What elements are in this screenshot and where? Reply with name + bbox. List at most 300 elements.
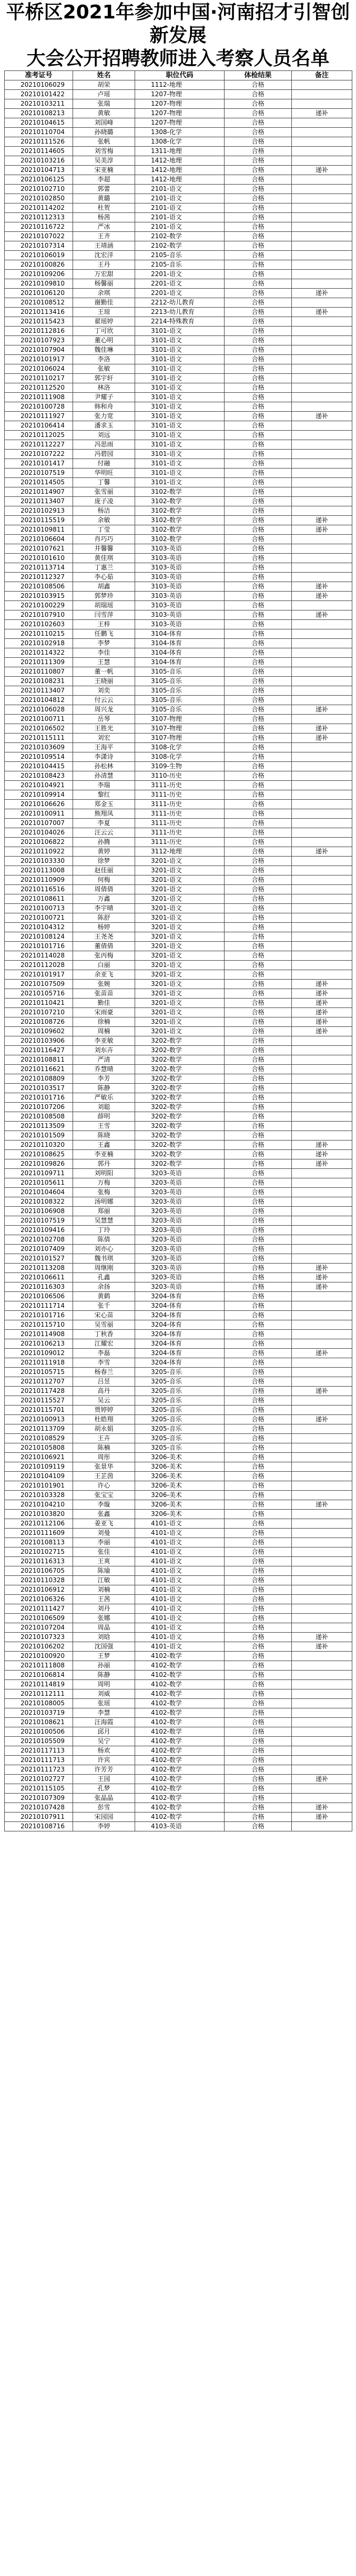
exam-result-cell: 合格 <box>225 989 292 999</box>
name-cell: 黎红 <box>73 790 135 800</box>
position-code-cell: 3202-数学 <box>135 1122 225 1131</box>
exam-number-cell: 20210101716 <box>5 1093 73 1103</box>
position-code-cell: 3101-语文 <box>135 421 225 431</box>
exam-result-cell: 合格 <box>225 1595 292 1604</box>
exam-number-cell: 20210108611 <box>5 894 73 904</box>
remarks-cell <box>292 715 352 724</box>
name-cell: 吕昱 <box>73 1377 135 1387</box>
table-row <box>5 724 352 734</box>
remarks-cell <box>292 1661 352 1671</box>
table-row <box>5 942 352 951</box>
position-code-cell: 3205-音乐 <box>135 1443 225 1453</box>
position-code-cell: 4102-数学 <box>135 1671 225 1680</box>
name-cell: 吴云 <box>73 1396 135 1406</box>
remarks-cell <box>292 1424 352 1434</box>
table-row <box>5 279 352 289</box>
name-cell: 刘宏 <box>73 734 135 743</box>
exam-number-cell: 20210106125 <box>5 175 73 185</box>
name-cell: 董一帆 <box>73 667 135 677</box>
exam-number-cell: 20210116313 <box>5 1557 73 1566</box>
exam-result-cell: 合格 <box>225 1396 292 1406</box>
position-code-cell: 3101-语文 <box>135 469 225 478</box>
exam-result-cell: 合格 <box>225 1746 292 1756</box>
remarks-cell <box>292 932 352 942</box>
table-row <box>5 1756 352 1765</box>
table-row <box>5 412 352 421</box>
remarks-cell <box>292 232 352 241</box>
exam-result-cell: 合格 <box>225 232 292 241</box>
position-code-cell: 3101-语文 <box>135 327 225 336</box>
exam-result-cell: 合格 <box>225 345 292 355</box>
exam-number-cell: 20210115423 <box>5 317 73 327</box>
exam-result-cell: 合格 <box>225 1311 292 1320</box>
name-cell: 王爽 <box>73 1557 135 1566</box>
name-cell: 刘远 <box>73 431 135 440</box>
position-code-cell: 3103-英语 <box>135 620 225 629</box>
name-cell: 汪云云 <box>73 828 135 838</box>
exam-result-cell: 合格 <box>225 109 292 118</box>
table-row <box>5 658 352 667</box>
table-row <box>5 469 352 478</box>
table-row <box>5 554 352 563</box>
name-cell: 张梅 <box>73 1188 135 1197</box>
table-row <box>5 894 352 904</box>
table-row <box>5 525 352 535</box>
exam-number-cell: 20210107509 <box>5 980 73 989</box>
exam-number-cell: 20210115105 <box>5 1784 73 1794</box>
table-row <box>5 1207 352 1216</box>
remarks-cell <box>292 1197 352 1207</box>
remarks-cell <box>292 696 352 705</box>
exam-number-cell: 20210109206 <box>5 270 73 279</box>
remarks-cell <box>292 402 352 412</box>
remarks-cell: 递补 <box>292 1500 352 1510</box>
table-row <box>5 308 352 317</box>
table-row <box>5 1055 352 1065</box>
position-code-cell: 2105-音乐 <box>135 251 225 260</box>
exam-result-cell: 合格 <box>225 923 292 932</box>
remarks-cell: 递补 <box>292 705 352 715</box>
exam-result-cell: 合格 <box>225 1462 292 1472</box>
position-code-cell: 3101-语文 <box>135 393 225 402</box>
remarks-cell: 递补 <box>292 308 352 317</box>
exam-number-cell: 20210108809 <box>5 1074 73 1084</box>
exam-result-cell: 合格 <box>225 1727 292 1737</box>
remarks-cell: 递补 <box>292 610 352 620</box>
table-row <box>5 1443 352 1453</box>
exam-number-cell: 20210113407 <box>5 686 73 696</box>
table-row <box>5 213 352 222</box>
exam-result-cell: 合格 <box>225 203 292 213</box>
name-cell: 吴美淳 <box>73 156 135 166</box>
name-cell: 李亚敏 <box>73 1036 135 1046</box>
table-row <box>5 1197 352 1207</box>
remarks-cell <box>292 251 352 260</box>
remarks-cell <box>292 137 352 147</box>
exam-number-cell: 20210103216 <box>5 156 73 166</box>
remarks-cell <box>292 762 352 771</box>
name-cell: 余扬 <box>73 1282 135 1292</box>
remarks-cell <box>292 535 352 544</box>
remarks-cell <box>292 809 352 819</box>
remarks-cell: 递补 <box>292 525 352 535</box>
name-cell: 杨茜 <box>73 213 135 222</box>
table-row <box>5 1065 352 1074</box>
name-cell: 王慧 <box>73 658 135 667</box>
exam-number-cell: 20210106506 <box>5 1292 73 1301</box>
exam-number-cell: 20210105808 <box>5 1443 73 1453</box>
table-row <box>5 203 352 213</box>
name-cell: 余亚飞 <box>73 970 135 980</box>
table-row <box>5 506 352 516</box>
remarks-cell: 递补 <box>292 1775 352 1784</box>
table-row <box>5 487 352 497</box>
exam-number-cell: 20210101917 <box>5 970 73 980</box>
position-code-cell: 3206-美术 <box>135 1462 225 1472</box>
exam-number-cell: 20210113509 <box>5 1122 73 1131</box>
exam-result-cell: 合格 <box>225 1074 292 1084</box>
exam-number-cell: 20210102708 <box>5 1235 73 1245</box>
table-row <box>5 1150 352 1159</box>
position-code-cell: 4102-数学 <box>135 1756 225 1765</box>
table-row <box>5 1633 352 1642</box>
table-row <box>5 166 352 175</box>
position-code-cell: 3204-体育 <box>135 1339 225 1349</box>
name-cell: 付云云 <box>73 696 135 705</box>
position-code-cell: 3108-化学 <box>135 752 225 762</box>
exam-result-cell: 合格 <box>225 1150 292 1159</box>
name-cell: 姜亚飞 <box>73 1519 135 1529</box>
name-cell: 白丽 <box>73 961 135 970</box>
exam-number-cell: 20210106705 <box>5 1566 73 1576</box>
name-cell: 王胜光 <box>73 724 135 734</box>
position-code-cell: 2201-语文 <box>135 279 225 289</box>
exam-number-cell: 20210109811 <box>5 525 73 535</box>
remarks-cell <box>292 383 352 393</box>
table-row <box>5 1547 352 1557</box>
position-code-cell: 3201-语文 <box>135 989 225 999</box>
table-row <box>5 1794 352 1803</box>
position-code-cell: 4102-数学 <box>135 1775 225 1784</box>
exam-result-cell: 合格 <box>225 279 292 289</box>
name-cell: 许芳芳 <box>73 1765 135 1775</box>
table-row <box>5 734 352 743</box>
table-row <box>5 1557 352 1566</box>
position-code-cell: 3103-英语 <box>135 592 225 601</box>
exam-result-cell: 合格 <box>225 535 292 544</box>
exam-result-cell: 合格 <box>225 828 292 838</box>
table-row <box>5 1406 352 1415</box>
name-cell: 刘威 <box>73 1689 135 1699</box>
table-row <box>5 715 352 724</box>
exam-result-cell: 合格 <box>225 1794 292 1803</box>
table-row <box>5 1746 352 1756</box>
position-code-cell: 4102-数学 <box>135 1794 225 1803</box>
table-row <box>5 819 352 828</box>
remarks-cell <box>292 1604 352 1614</box>
position-code-cell: 3201-语文 <box>135 1017 225 1027</box>
remarks-cell <box>292 1216 352 1226</box>
table-row <box>5 885 352 894</box>
position-code-cell: 3104-体育 <box>135 639 225 648</box>
name-cell: 王梓 <box>73 620 135 629</box>
table-row <box>5 1566 352 1576</box>
name-cell: 岳琴 <box>73 715 135 724</box>
remarks-cell <box>292 241 352 251</box>
table-row <box>5 809 352 819</box>
name-cell: 付融 <box>73 459 135 469</box>
exam-result-cell: 合格 <box>225 715 292 724</box>
position-code-cell: 2201-语文 <box>135 270 225 279</box>
remarks-cell <box>292 1207 352 1216</box>
exam-number-cell: 20210106604 <box>5 535 73 544</box>
position-code-cell: 3201-语文 <box>135 894 225 904</box>
exam-result-cell: 合格 <box>225 393 292 402</box>
table-row <box>5 175 352 185</box>
exam-result-cell: 合格 <box>225 866 292 875</box>
exam-result-cell: 合格 <box>225 525 292 535</box>
table-row <box>5 1301 352 1311</box>
position-code-cell: 3203-英语 <box>135 1197 225 1207</box>
position-code-cell: 1207-物理 <box>135 90 225 99</box>
position-code-cell: 3111-历史 <box>135 828 225 838</box>
remarks-cell <box>292 1529 352 1538</box>
name-cell: 孙腾 <box>73 838 135 847</box>
name-cell: 陈舒 <box>73 913 135 923</box>
exam-result-cell: 合格 <box>225 1775 292 1784</box>
exam-result-cell: 合格 <box>225 1093 292 1103</box>
exam-result-cell: 合格 <box>225 771 292 781</box>
remarks-cell <box>292 1671 352 1680</box>
exam-number-cell: 20210105715 <box>5 1368 73 1377</box>
remarks-cell <box>292 1226 352 1235</box>
exam-result-cell: 合格 <box>225 790 292 800</box>
exam-number-cell: 20210112025 <box>5 431 73 440</box>
position-code-cell: 2214-特殊教育 <box>135 317 225 327</box>
name-cell: 张鑫 <box>73 1510 135 1519</box>
exam-number-cell: 20210106626 <box>5 800 73 809</box>
exam-number-cell: 20210115111 <box>5 734 73 743</box>
remarks-cell <box>292 961 352 970</box>
exam-number-cell: 20210109416 <box>5 1226 73 1235</box>
name-cell: 林洛 <box>73 383 135 393</box>
position-code-cell: 4101-语文 <box>135 1595 225 1604</box>
exam-result-cell: 合格 <box>225 1036 292 1046</box>
exam-number-cell: 20210100920 <box>5 1652 73 1661</box>
remarks-cell <box>292 923 352 932</box>
position-code-cell: 3202-数学 <box>135 1046 225 1055</box>
position-code-cell: 3101-语文 <box>135 459 225 469</box>
exam-number-cell: 20210102913 <box>5 506 73 516</box>
table-row <box>5 1178 352 1188</box>
exam-result-cell: 合格 <box>225 1264 292 1273</box>
remarks-cell <box>292 1727 352 1737</box>
name-cell: 孙清慧 <box>73 771 135 781</box>
table-row <box>5 1614 352 1623</box>
position-code-cell: 4102-数学 <box>135 1813 225 1822</box>
table-row <box>5 1813 352 1822</box>
exam-result-cell: 合格 <box>225 1358 292 1368</box>
exam-number-cell: 20210114505 <box>5 478 73 487</box>
exam-number-cell: 20210107309 <box>5 1794 73 1803</box>
table-row <box>5 932 352 942</box>
exam-number-cell: 20210108322 <box>5 1197 73 1207</box>
table-row <box>5 1349 352 1358</box>
exam-number-cell: 20210108811 <box>5 1055 73 1065</box>
exam-number-cell: 20210115527 <box>5 1396 73 1406</box>
header-exam-number: 准考证号 <box>5 71 73 80</box>
position-code-cell: 3205-音乐 <box>135 1396 225 1406</box>
name-cell: 刘曼 <box>73 1529 135 1538</box>
position-code-cell: 3201-语文 <box>135 923 225 932</box>
remarks-cell <box>292 80 352 90</box>
exam-result-cell: 合格 <box>225 573 292 582</box>
exam-result-cell: 合格 <box>225 724 292 734</box>
exam-result-cell: 合格 <box>225 506 292 516</box>
exam-number-cell: 20210108529 <box>5 1434 73 1443</box>
table-row <box>5 99 352 109</box>
table-row <box>5 677 352 686</box>
remarks-cell: 递补 <box>292 1813 352 1822</box>
position-code-cell: 3205-音乐 <box>135 1406 225 1415</box>
remarks-cell: 递补 <box>292 1141 352 1150</box>
title-line-1: 平桥区2021年参加中国·河南招才引智创新发展 <box>6 2 350 46</box>
exam-number-cell: 20210114605 <box>5 147 73 156</box>
position-code-cell: 3105-音乐 <box>135 677 225 686</box>
exam-result-cell: 合格 <box>225 554 292 563</box>
remarks-cell <box>292 1680 352 1689</box>
position-code-cell: 3103-英语 <box>135 582 225 592</box>
position-code-cell: 3206-美术 <box>135 1481 225 1491</box>
table-row <box>5 156 352 166</box>
position-code-cell: 3205-音乐 <box>135 1424 225 1434</box>
exam-number-cell: 20210109514 <box>5 752 73 762</box>
name-cell: 张雪丽 <box>73 487 135 497</box>
exam-number-cell: 20210101527 <box>5 1254 73 1264</box>
exam-result-cell: 合格 <box>225 1292 292 1301</box>
name-cell: 李慧 <box>73 1708 135 1718</box>
position-code-cell: 1112-地理 <box>135 80 225 90</box>
exam-number-cell: 20210117428 <box>5 1387 73 1396</box>
position-code-cell: 3104-体育 <box>135 629 225 639</box>
position-code-cell: 3201-语文 <box>135 857 225 866</box>
exam-number-cell: 20210107323 <box>5 1633 73 1642</box>
exam-result-cell: 合格 <box>225 137 292 147</box>
name-cell: 尹耀子 <box>73 393 135 402</box>
exam-result-cell: 合格 <box>225 1349 292 1358</box>
exam-number-cell: 20210106326 <box>5 1595 73 1604</box>
position-code-cell: 4102-数学 <box>135 1803 225 1813</box>
table-row <box>5 241 352 251</box>
exam-result-cell: 合格 <box>225 1500 292 1510</box>
remarks-cell <box>292 478 352 487</box>
remarks-cell: 递补 <box>292 1264 352 1273</box>
position-code-cell: 3203-英语 <box>135 1245 225 1254</box>
remarks-cell <box>292 1453 352 1462</box>
exam-number-cell: 20210116427 <box>5 1046 73 1055</box>
name-cell: 江敏 <box>73 1576 135 1585</box>
exam-result-cell: 合格 <box>225 440 292 450</box>
exam-result-cell: 合格 <box>225 809 292 819</box>
remarks-cell <box>292 894 352 904</box>
exam-number-cell: 20210106814 <box>5 1671 73 1680</box>
exam-number-cell: 20210111309 <box>5 658 73 667</box>
exam-result-cell: 合格 <box>225 1084 292 1093</box>
exam-result-cell: 合格 <box>225 610 292 620</box>
position-code-cell: 3107-物理 <box>135 724 225 734</box>
remarks-cell <box>292 1339 352 1349</box>
remarks-cell <box>292 573 352 582</box>
table-row <box>5 1320 352 1330</box>
exam-number-cell: 20210107007 <box>5 819 73 828</box>
position-code-cell: 3202-数学 <box>135 1159 225 1169</box>
position-code-cell: 2201-语文 <box>135 289 225 298</box>
exam-number-cell: 20210100721 <box>5 913 73 923</box>
name-cell: 张婉 <box>73 980 135 989</box>
exam-result-cell: 合格 <box>225 1377 292 1387</box>
exam-result-cell: 合格 <box>225 1387 292 1396</box>
position-code-cell: 1412-地理 <box>135 166 225 175</box>
position-code-cell: 3203-英语 <box>135 1216 225 1226</box>
table-row <box>5 1604 352 1614</box>
table-row <box>5 345 352 355</box>
table-row <box>5 317 352 327</box>
remarks-cell <box>292 1822 352 1831</box>
remarks-cell <box>292 1122 352 1131</box>
remarks-cell <box>292 1301 352 1311</box>
position-code-cell: 3105-音乐 <box>135 686 225 696</box>
exam-number-cell: 20210102710 <box>5 185 73 194</box>
position-code-cell: 3201-语文 <box>135 885 225 894</box>
remarks-cell <box>292 336 352 345</box>
exam-number-cell: 20210106019 <box>5 251 73 260</box>
remarks-cell <box>292 128 352 137</box>
name-cell: 黄敏 <box>73 109 135 118</box>
name-cell: 张娜 <box>73 1614 135 1623</box>
remarks-cell: 递补 <box>292 1008 352 1017</box>
position-code-cell: 2101-语文 <box>135 194 225 203</box>
table-row <box>5 1169 352 1178</box>
remarks-cell <box>292 506 352 516</box>
table-row <box>5 601 352 610</box>
exam-result-cell: 合格 <box>225 1103 292 1112</box>
name-cell: 邱月 <box>73 1727 135 1737</box>
exam-number-cell: 20210116722 <box>5 222 73 232</box>
position-code-cell: 3202-数学 <box>135 1084 225 1093</box>
exam-number-cell: 20210103915 <box>5 592 73 601</box>
exam-result-cell: 合格 <box>225 185 292 194</box>
remarks-cell <box>292 857 352 866</box>
exam-result-cell: 合格 <box>225 1131 292 1141</box>
exam-number-cell: 20210106213 <box>5 1339 73 1349</box>
exam-result-cell: 合格 <box>225 1491 292 1500</box>
table-row <box>5 1339 352 1349</box>
table-row <box>5 1529 352 1538</box>
position-code-cell: 3205-音乐 <box>135 1415 225 1424</box>
table-row <box>5 1671 352 1680</box>
table-row <box>5 857 352 866</box>
table-row <box>5 1396 352 1406</box>
table-row <box>5 1254 352 1264</box>
remarks-cell <box>292 1046 352 1055</box>
name-cell: 井馨馨 <box>73 544 135 554</box>
position-code-cell: 3204-体育 <box>135 1311 225 1320</box>
table-row <box>5 1311 352 1320</box>
name-cell: 闫雪萍 <box>73 610 135 620</box>
table-row <box>5 592 352 601</box>
table-row <box>5 1765 352 1775</box>
exam-number-cell: 20210106611 <box>5 1273 73 1282</box>
